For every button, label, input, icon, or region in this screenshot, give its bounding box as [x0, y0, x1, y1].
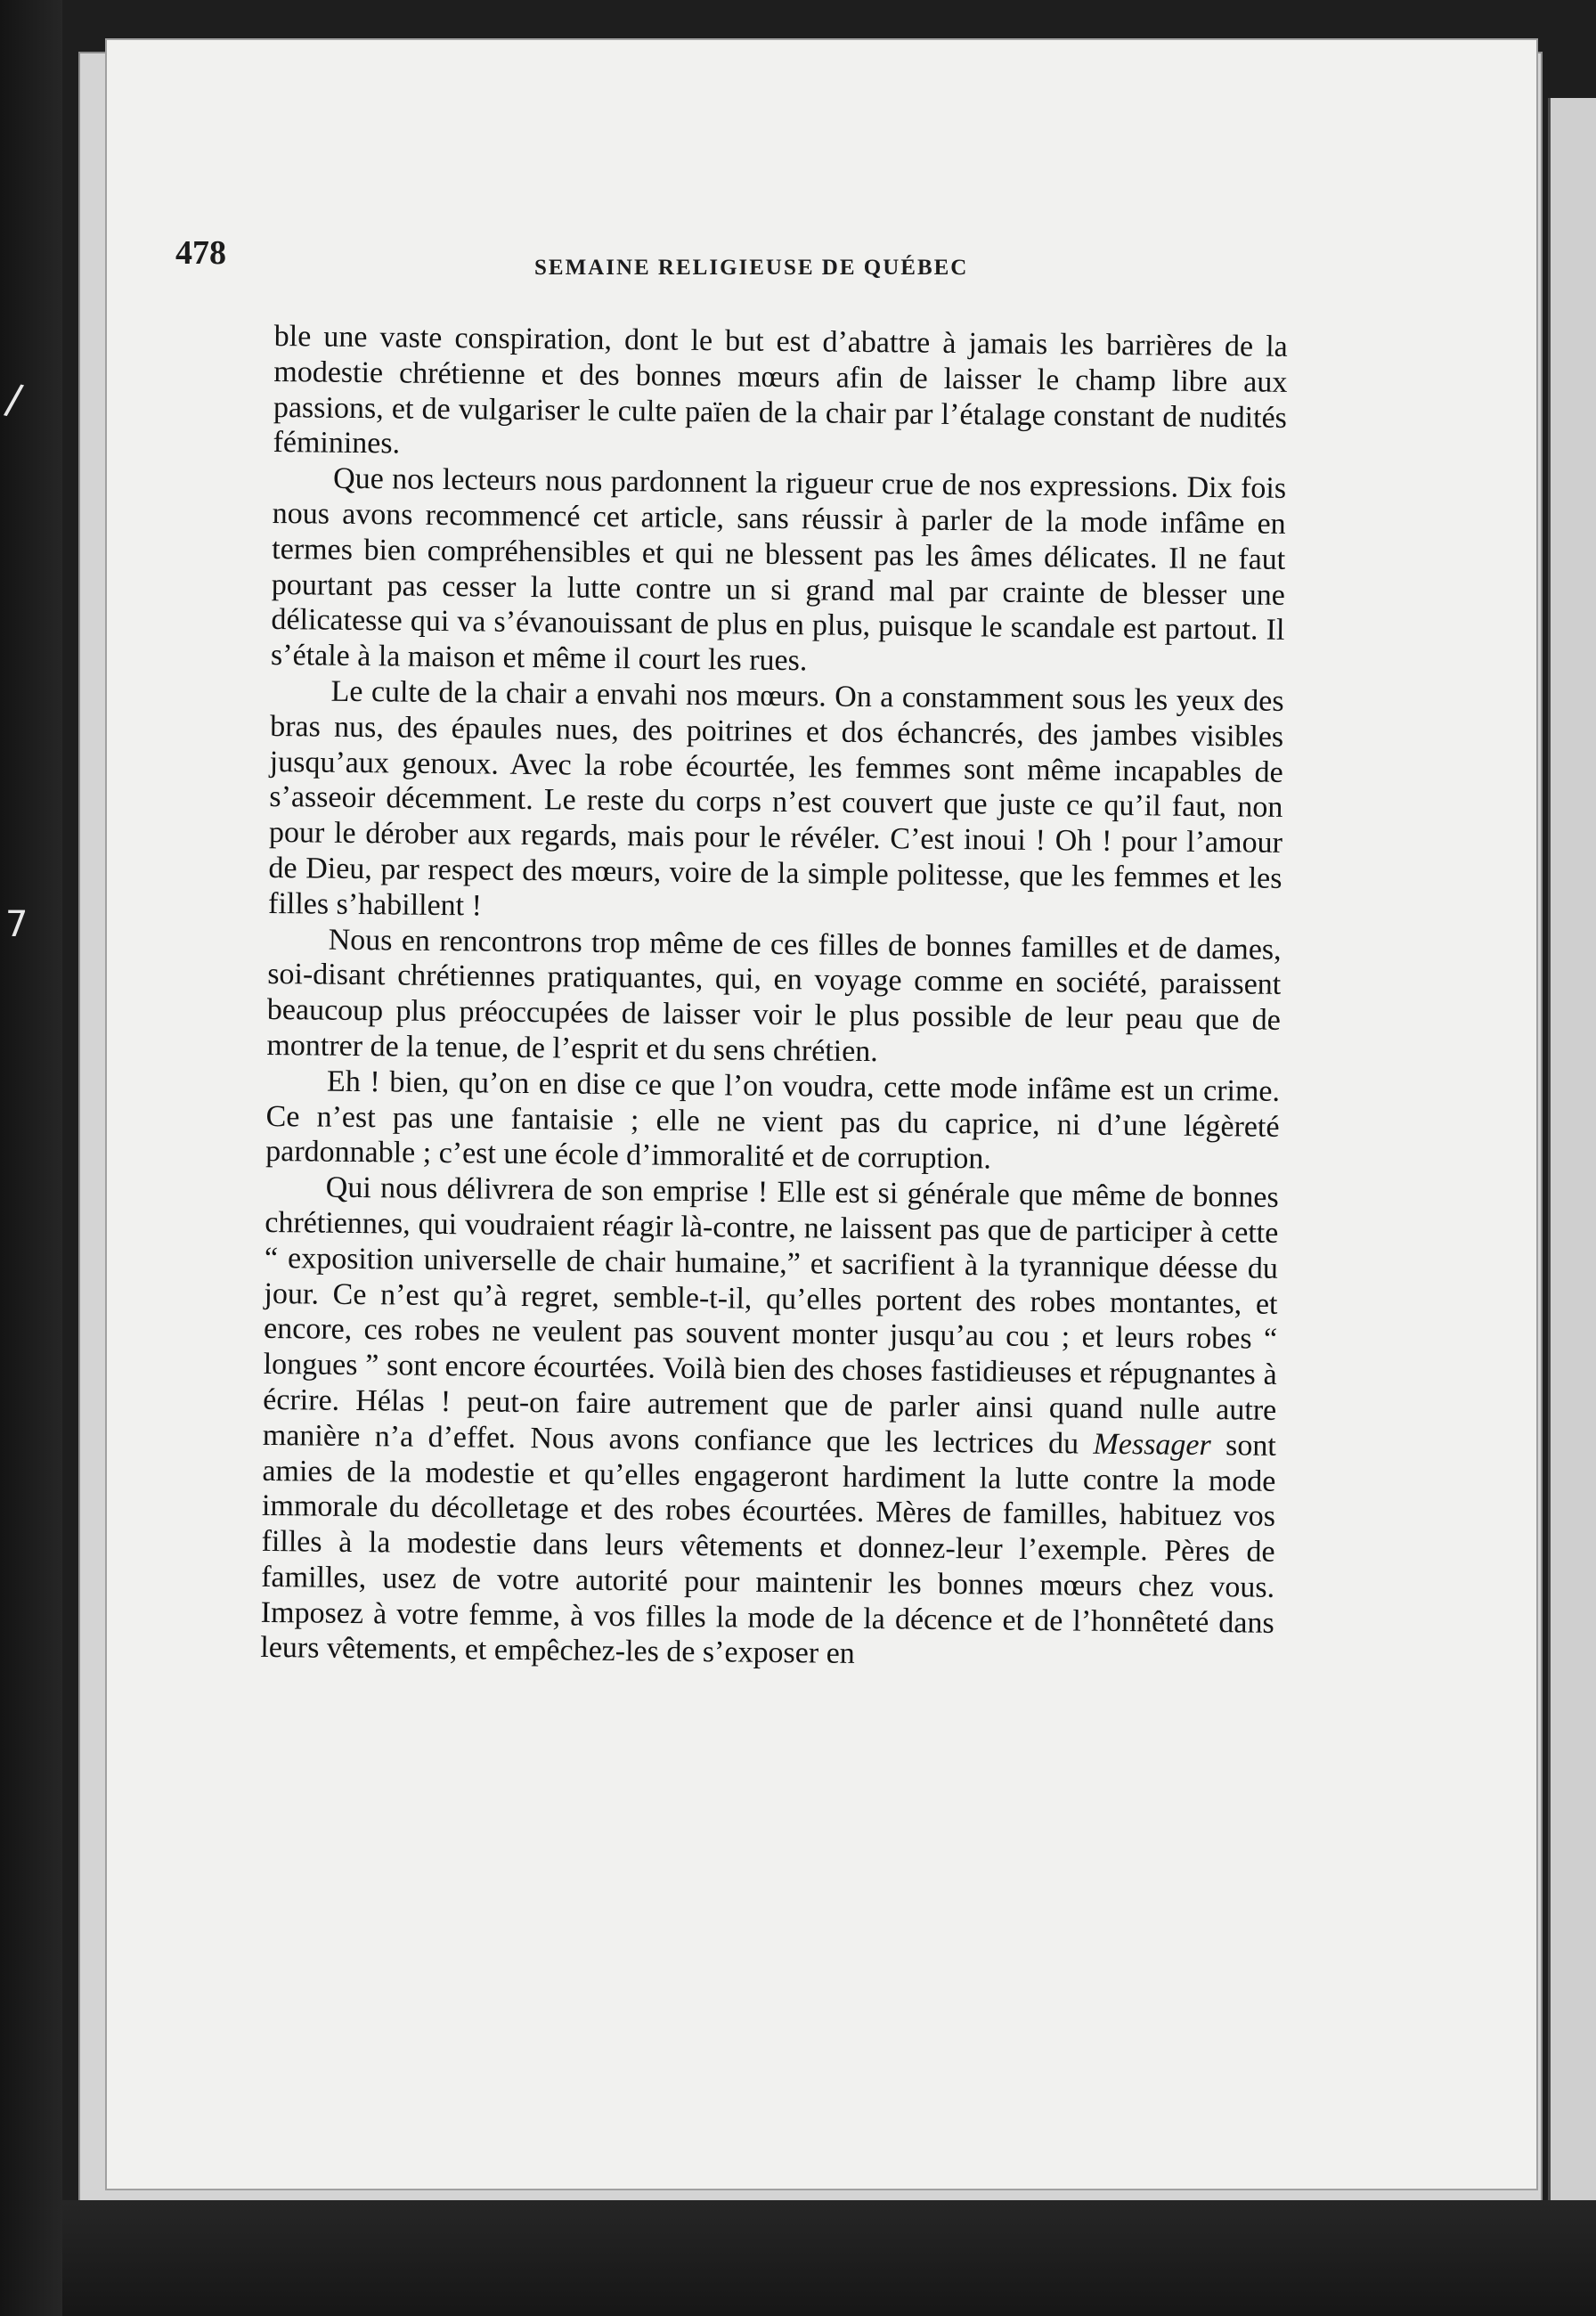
paragraph-5: Eh ! bien, qu’on en dise ce que l’on voudra, cette mode infâme est un crime. Ce n’est pas une fantaisie ; elle ne vient pas du caprice, ni d’une légèreté pardonnable ; c’est une école d’immoralité et de corruption.	[265, 1064, 1281, 1176]
running-head: SEMAINE RELIGIEUSE DE QUÉBEC	[534, 256, 969, 280]
paragraph-3: Le culte de la chair a envahi nos mœurs. On a constamment sous les yeux des bras nus, des épaules nues, des poitrines et dos échancrés, des jambes visibles jusqu’aux genoux. Avec la robe écourtée, les femmes sont même incapables de s’asseoir décemment. Le reste du corps n’est couvert que juste ce qu’il faut, non pour le dérober aux regards, mais pour le révéler. C’est inoui ! Oh ! pour l’amour de Dieu, par respect des mœurs, voire de la simple politesse, que les femmes et les filles s’habillent !	[267, 674, 1284, 923]
scan-background-left	[0, 0, 62, 2316]
next-page-edge	[1548, 98, 1596, 2271]
paragraph-4: Nous en rencontrons trop même de ces filles de bonnes familles et de dames, soi-disant chrétiennes pratiquantes, qui, en voyage comme en société, paraissent beaucoup plus préoccupées de laisser voir le plus possible de leur peau que de montrer de la tenue, de l’esprit et du sens chrétien.	[266, 923, 1282, 1069]
margin-mark-number: 7	[5, 904, 28, 945]
body-text	[260, 319, 1288, 1676]
paragraph-2: Que nos lecteurs nous pardonnent la rigueur crue de nos expressions. Dix fois nous avons recommencé cet article, sans réussir à parler de la mode infâme en termes bien compréhensibles et qui ne blessent pas les âmes délicates. Il ne faut pourtant pas cesser la lutte contre un si grand mal par crainte de blesser une délicatesse qui va s’évanouissant de plus en plus, puisque le scandale est partout. Il s’étale à la maison et même il court les rues.	[270, 461, 1287, 678]
scan-background-bottom	[62, 2200, 1596, 2316]
page-number: 478	[175, 234, 226, 272]
paragraph-6-text-before: Qui nous délivrera de son emprise ! Elle est si générale que même de bonnes chrétiennes, qui voudraient réagir là-contre, ne laissent pas que de participer à cette “ exposition universelle de chair humaine,” et sacrifient à la tyrannique déesse du jour. Ce n’est qu’à regret, semble-t-il, qu’elles portent des robes montantes, et encore, ces robes ne veulent pas souvent monter jusqu’au cou ; et leurs robes “ longues ” sont encore écourtées. Voilà bien des choses fastidieuses et répugnantes à écrire. Hélas ! peut-on faire autrement que de parler ainsi quand nulle autre manière n’a d’effet. Nous avons confiance que les lectrices du	[262, 1170, 1279, 1461]
messager-title: Messager	[1093, 1427, 1211, 1462]
paragraph-1: ble une vaste conspiration, dont le but est d’abattre à jamais les barrières de la modestie chrétienne et des bonnes mœurs afin de laisser le champ libre aux passions, et de vulgariser le culte païen de la chair par l’étalage constant de nudités féminines.	[273, 319, 1288, 461]
paragraph-6	[260, 1170, 1279, 1676]
paragraph-6-text-after: sont amies de la modestie et qu’elles engageront hardiment la lutte contre la mode immorale du décolletage et des robes écourtées. Mères de familles, habituez vos filles à la modestie dans leurs vêtements et donnez-leur l’exemple. Pères de familles, usez de votre autorité pour maintenir les bonnes mœurs chez vous. Imposez à votre femme, à vos filles la mode de la décence et de l’honnêteté dans leurs vêtements, et empêchez-les de s’exposer en	[260, 1428, 1277, 1671]
margin-mark-slash: /	[2, 373, 26, 425]
